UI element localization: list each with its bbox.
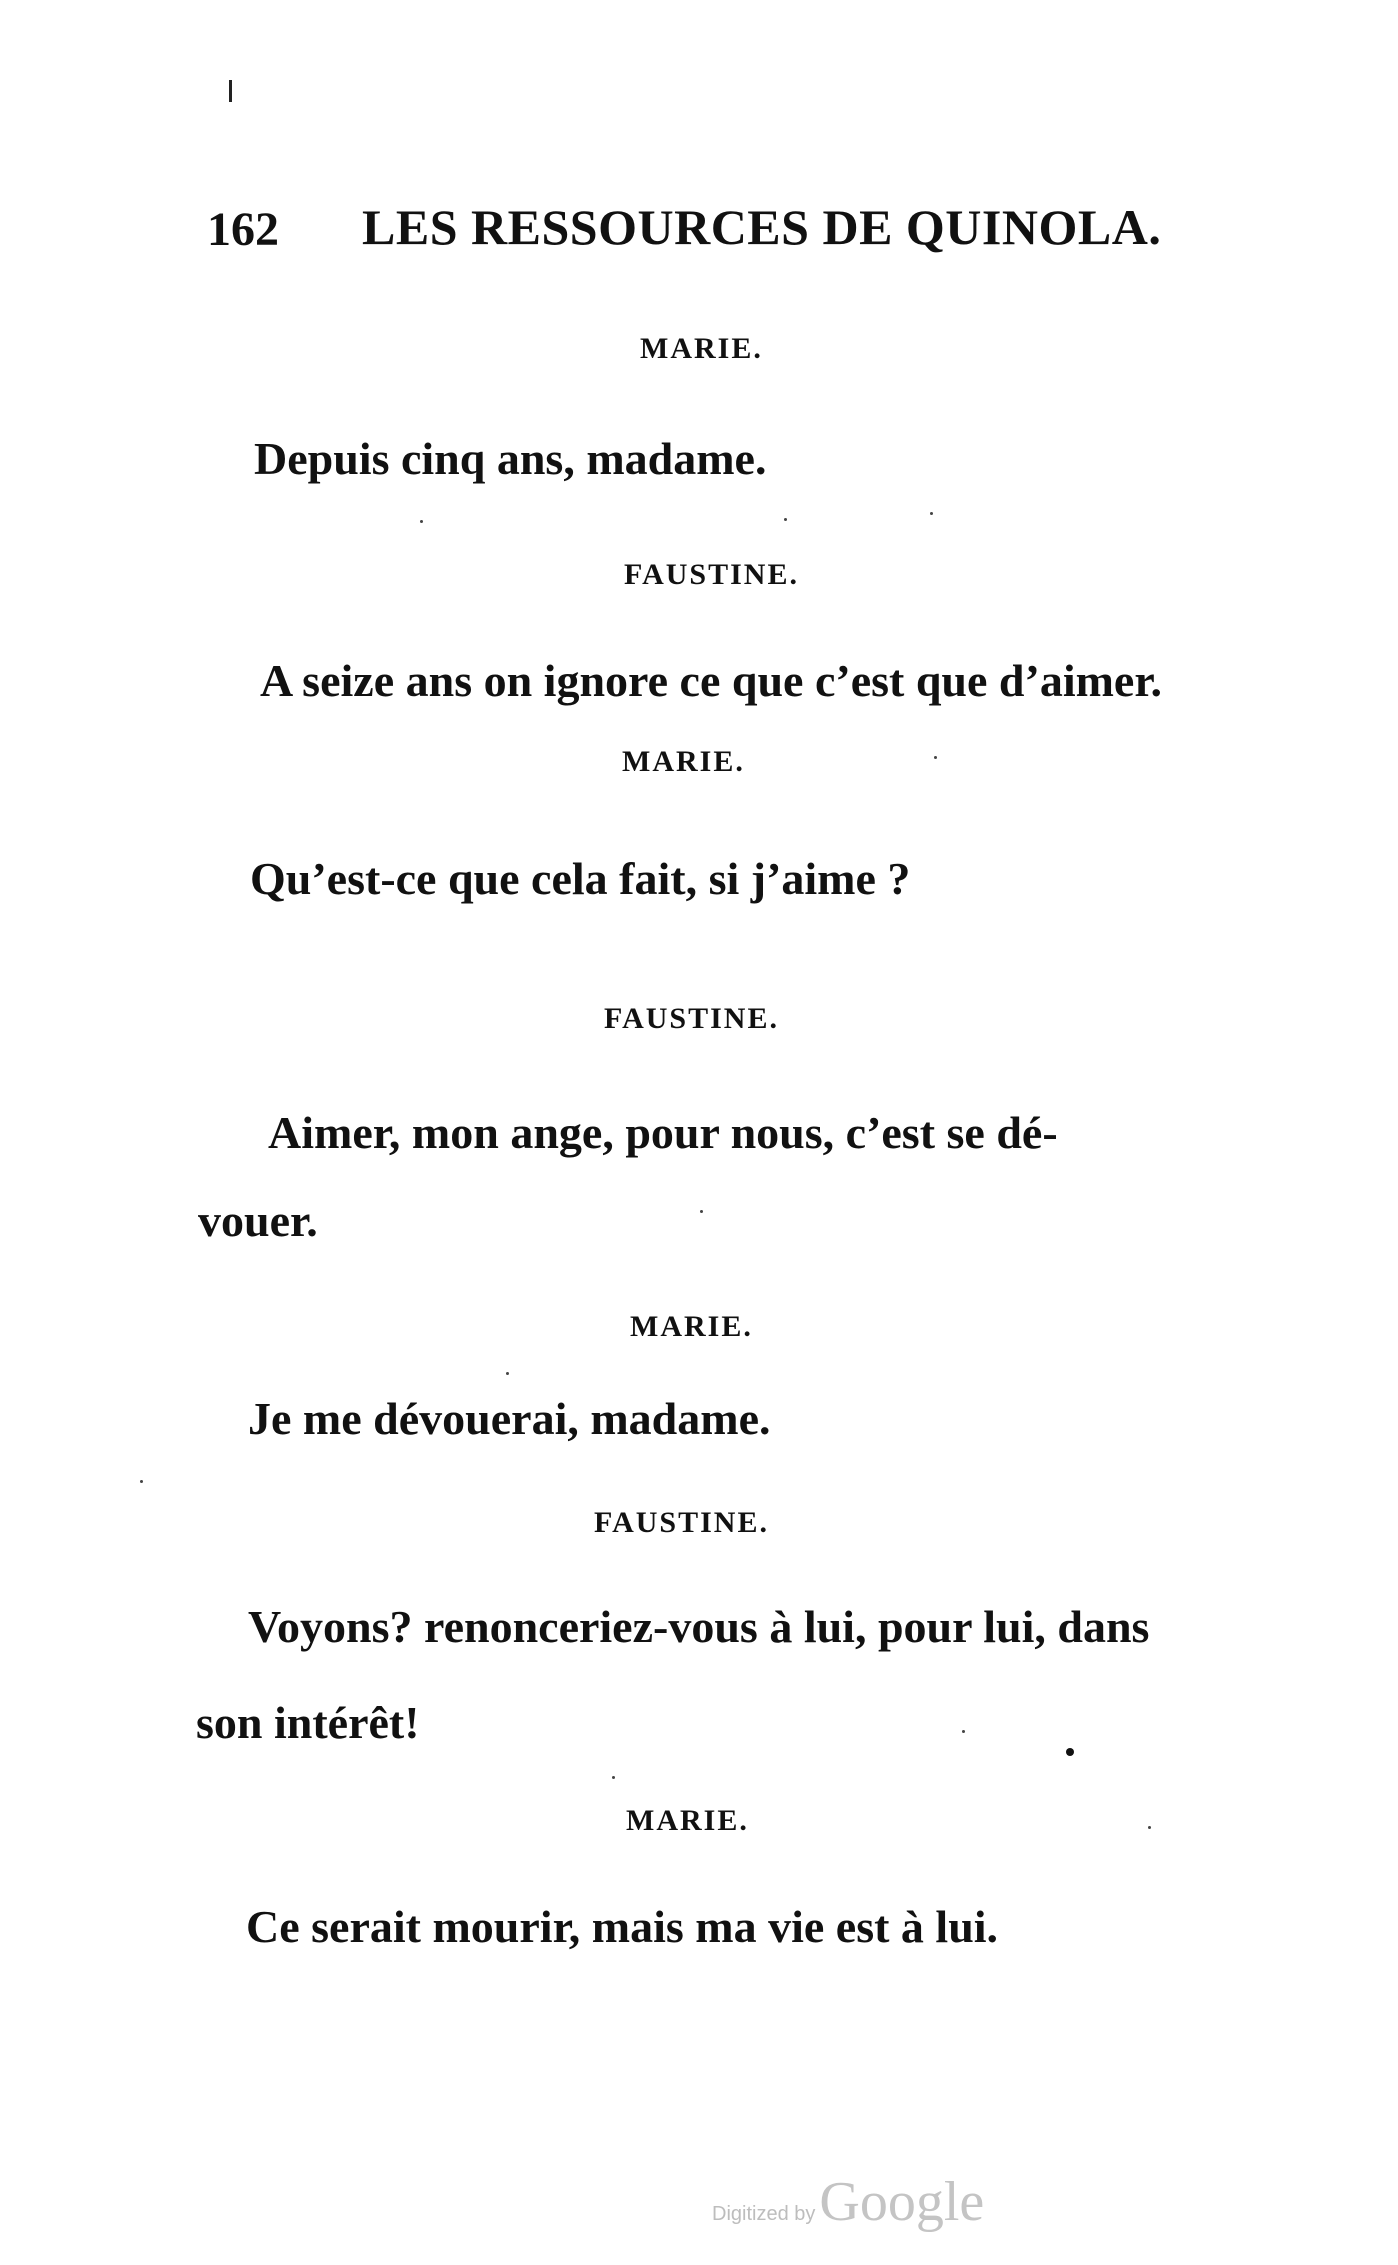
scan-speck xyxy=(420,520,423,523)
dialogue-line: vouer. xyxy=(198,1195,318,1246)
dialogue-line: Ce serait mourir, mais ma vie est à lui. xyxy=(246,1901,999,1952)
scan-speck xyxy=(1066,1748,1074,1756)
dialogue-line: Voyons? renonceriez-vous à lui, pour lui, dans xyxy=(248,1601,1150,1652)
scan-speck xyxy=(1148,1826,1151,1829)
speaker-name: MARIE. xyxy=(626,1804,749,1837)
scan-speck xyxy=(700,1210,703,1213)
running-title: LES RESSOURCES DE QUINOLA. xyxy=(362,199,1162,255)
page-number: 162 xyxy=(207,203,279,256)
dialogue-line: Aimer, mon ange, pour nous, c’est se dé- xyxy=(268,1107,1058,1158)
scan-speck xyxy=(506,1372,509,1375)
speaker-name: MARIE. xyxy=(640,332,763,365)
google-logo: Google xyxy=(819,2171,985,2233)
scan-speck xyxy=(930,512,933,515)
scan-speck xyxy=(612,1776,615,1779)
speaker-name: FAUSTINE. xyxy=(604,1002,779,1035)
speaker-name: FAUSTINE. xyxy=(624,558,799,591)
dialogue-line: Depuis cinq ans, madame. xyxy=(254,433,767,484)
dialogue-line: Je me dévouerai, madame. xyxy=(248,1393,771,1444)
margin-mark xyxy=(229,80,232,102)
speaker-name: MARIE. xyxy=(630,1310,753,1343)
dialogue-line: Qu’est-ce que cela fait, si j’aime ? xyxy=(250,853,911,904)
digitization-watermark xyxy=(712,2170,984,2234)
digitized-label: Digitized by xyxy=(712,2203,816,2225)
speaker-name: MARIE. xyxy=(622,745,745,778)
speaker-name: FAUSTINE. xyxy=(594,1506,769,1539)
scan-speck xyxy=(934,756,937,759)
scan-speck xyxy=(140,1480,143,1483)
dialogue-line: son intérêt! xyxy=(196,1697,420,1748)
scan-speck xyxy=(784,518,787,521)
dialogue-line: A seize ans on ignore ce que c’est que d’aimer. xyxy=(260,655,1163,706)
scan-speck xyxy=(962,1730,965,1733)
